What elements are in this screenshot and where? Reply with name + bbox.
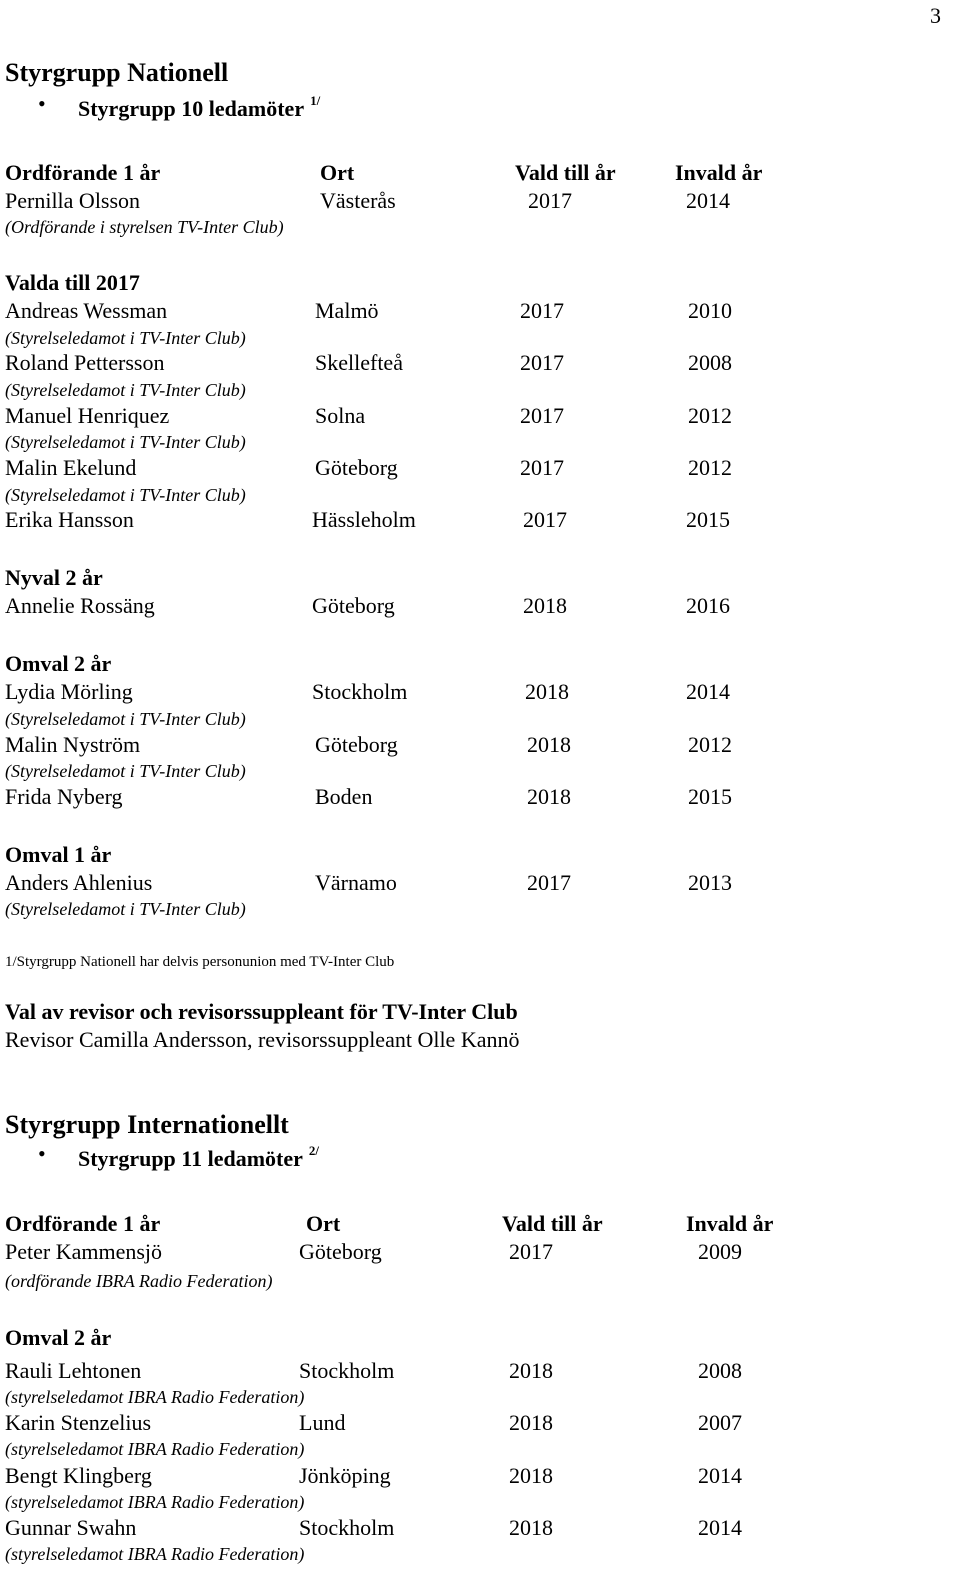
member-until: 2018 [527, 732, 571, 757]
member-until: 2018 [523, 593, 567, 618]
member-city: Boden [315, 784, 373, 809]
group-title-reelect-1y: Omval 1 år [5, 842, 112, 867]
member-city: Göteborg [299, 1239, 382, 1264]
member-city: Hässleholm [312, 507, 416, 532]
bullet-icon: • [38, 1141, 46, 1166]
footnote-ref: 2/ [308, 1143, 320, 1158]
member-note: (Styrelseledamot i TV-Inter Club) [5, 709, 246, 729]
member-name: Anders Ahlenius [5, 870, 153, 895]
member-until: 2018 [525, 679, 569, 704]
member-city: Göteborg [315, 732, 398, 757]
member-until: 2017 [520, 403, 564, 428]
footnote-ref: 1/ [310, 93, 321, 108]
member-note: (Styrelseledamot i TV-Inter Club) [5, 380, 246, 400]
member-until: 2018 [509, 1410, 553, 1435]
member-note: (ordförande IBRA Radio Federation) [5, 1271, 273, 1291]
member-until: 2017 [520, 298, 564, 323]
member-name: Gunnar Swahn [5, 1515, 137, 1540]
member-note: (Styrelseledamot i TV-Inter Club) [5, 761, 246, 781]
member-until: 2017 [527, 870, 571, 895]
member-since: 2015 [688, 784, 732, 809]
member-name: Rauli Lehtonen [5, 1358, 142, 1383]
member-until: 2018 [527, 784, 571, 809]
member-since: 2012 [688, 732, 732, 757]
member-note: (Styrelseledamot i TV-Inter Club) [5, 328, 246, 348]
member-since: 2007 [698, 1410, 742, 1435]
member-since: 2010 [688, 298, 732, 323]
member-city: Stockholm [299, 1358, 395, 1383]
member-since: 2014 [698, 1515, 742, 1540]
member-until: 2017 [520, 455, 564, 480]
member-name: Peter Kammensjö [5, 1239, 163, 1264]
member-name: Malin Nyström [5, 732, 141, 757]
member-since: 2014 [686, 188, 730, 213]
group-title-new-2y: Nyval 2 år [5, 565, 103, 590]
member-name: Manuel Henriquez [5, 403, 170, 428]
member-since: 2016 [686, 593, 730, 618]
member-name: Bengt Klingberg [5, 1463, 152, 1488]
member-name: Erika Hansson [5, 507, 134, 532]
subtitle-national: Styrgrupp 10 ledamöter $^{1/}$ [78, 93, 321, 121]
col-header-since: Invald år [686, 1211, 774, 1236]
col-header-chair: Ordförande 1 år [5, 160, 161, 185]
member-city: Värnamo [315, 870, 397, 895]
member-city: Stockholm [312, 679, 408, 704]
member-since: 2015 [686, 507, 730, 532]
member-city: Jönköping [299, 1463, 391, 1488]
member-note: (Styrelseledamot i TV-Inter Club) [5, 485, 246, 505]
member-city: Lund [299, 1410, 346, 1435]
member-name: Roland Pettersson [5, 350, 165, 375]
member-city: Stockholm [299, 1515, 395, 1540]
member-city: Göteborg [315, 455, 398, 480]
member-note: (styrelseledamot IBRA Radio Federation) [5, 1387, 305, 1407]
col-header-until: Vald till år [515, 160, 616, 185]
member-note: (styrelseledamot IBRA Radio Federation) [5, 1439, 305, 1459]
col-header-city: Ort [320, 160, 355, 185]
member-name: Annelie Rossäng [5, 593, 155, 618]
member-city: Skellefteå [315, 350, 403, 375]
member-until: 2017 [523, 507, 567, 532]
member-since: 2008 [698, 1358, 742, 1383]
member-until: 2018 [509, 1358, 553, 1383]
member-name: Lydia Mörling [5, 679, 133, 704]
member-note: (Styrelseledamot i TV-Inter Club) [5, 899, 246, 919]
member-until: 2017 [520, 350, 564, 375]
col-header-since: Invald år [675, 160, 763, 185]
member-name: Pernilla Olsson [5, 188, 141, 213]
revisor-title: Val av revisor och revisorssuppleant för TV-Inter Club [5, 999, 518, 1024]
member-since: 2012 [688, 403, 732, 428]
member-since: 2014 [698, 1463, 742, 1488]
member-city: Västerås [320, 188, 396, 213]
member-since: 2012 [688, 455, 732, 480]
member-until: 2017 [528, 188, 572, 213]
member-note: (Ordförande i styrelsen TV-Inter Club) [5, 217, 284, 237]
member-note: (Styrelseledamot i TV-Inter Club) [5, 432, 246, 452]
member-name: Andreas Wessman [5, 298, 168, 323]
col-header-city: Ort [306, 1211, 341, 1236]
group-title-reelect-2y: Omval 2 år [5, 651, 112, 676]
member-until: 2018 [509, 1515, 553, 1540]
member-name: Malin Ekelund [5, 455, 137, 480]
group-title-reelect-2y: Omval 2 år [5, 1325, 112, 1350]
member-until: 2017 [509, 1239, 553, 1264]
page-number: 3 [930, 3, 941, 28]
member-note: (styrelseledamot IBRA Radio Federation) [5, 1492, 305, 1512]
subtitle-international: Styrgrupp 11 ledamöter $^{2/}$ [78, 1143, 320, 1171]
revisor-text: Revisor Camilla Andersson, revisorssuppleant Olle Kannö [5, 1027, 520, 1052]
member-since: 2014 [686, 679, 730, 704]
member-name: Frida Nyberg [5, 784, 123, 809]
col-header-until: Vald till år [502, 1211, 603, 1236]
member-name: Karin Stenzelius [5, 1410, 152, 1435]
col-header-chair: Ordförande 1 år [5, 1211, 161, 1236]
section-title-international: Styrgrupp Internationellt [5, 1110, 289, 1139]
member-city: Malmö [315, 298, 379, 323]
member-since: 2009 [698, 1239, 742, 1264]
member-city: Göteborg [312, 593, 395, 618]
member-since: 2008 [688, 350, 732, 375]
section-title-national: Styrgrupp Nationell [5, 58, 229, 87]
group-title-elected-2017: Valda till 2017 [5, 270, 140, 295]
member-since: 2013 [688, 870, 732, 895]
member-note: (styrelseledamot IBRA Radio Federation) [5, 1544, 305, 1564]
bullet-icon: • [38, 91, 46, 116]
footnote: 1/Styrgrupp Nationell har delvis personunion med TV-Inter Club [5, 954, 395, 970]
member-city: Solna [315, 403, 366, 428]
member-until: 2018 [509, 1463, 553, 1488]
